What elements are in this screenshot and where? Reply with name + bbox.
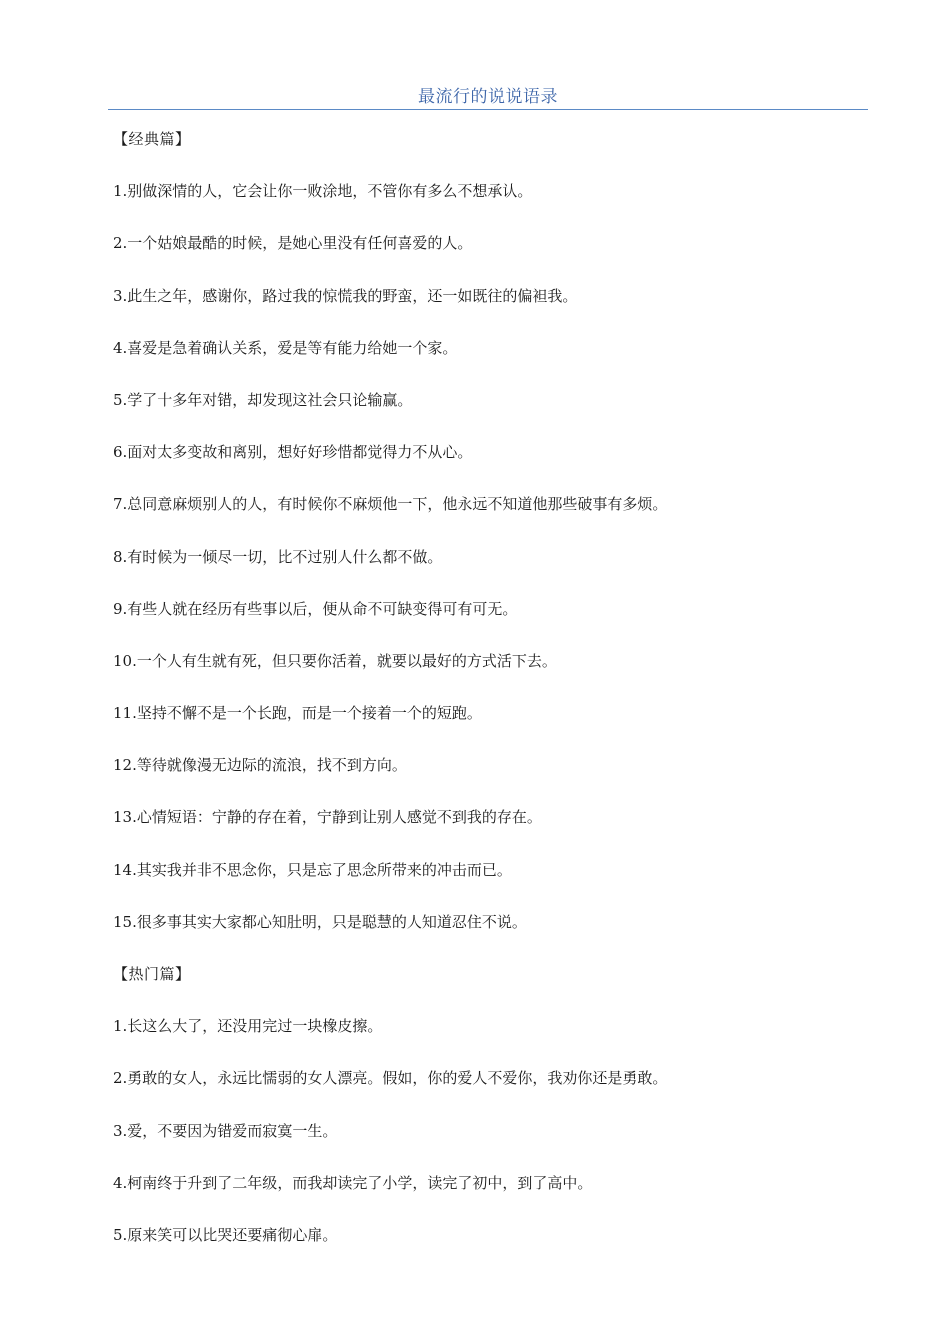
quote-item: 5.原来笑可以比哭还要痛彻心扉。 [113,1225,338,1244]
quote-item: 15.很多事其实大家都心知肚明，只是聪慧的人知道忍住不说。 [113,912,527,931]
document-header [108,80,868,110]
quote-item: 4.喜爱是急着确认关系，爱是等有能力给她一个家。 [113,338,458,357]
quote-item: 3.此生之年，感谢你，路过我的惊慌我的野蛮，还一如既往的偏袒我。 [113,286,578,305]
quote-item: 13.心情短语：宁静的存在着，宁静到让别人感觉不到我的存在。 [113,808,542,827]
quote-item: 2.一个姑娘最酷的时候，是她心里没有任何喜爱的人。 [113,234,473,253]
section-heading-popular: 【热门篇】 [113,965,191,983]
quote-item: 3.爱，不要因为错爱而寂寞一生。 [113,1121,338,1140]
quote-item: 12.等待就像漫无边际的流浪，找不到方向。 [113,756,407,775]
section-heading-classic: 【经典篇】 [113,130,191,148]
quote-item: 2.勇敢的女人，永远比懦弱的女人漂亮。假如，你的爱人不爱你，我劝你还是勇敢。 [113,1069,668,1088]
quote-item: 6.面对太多变故和离别，想好好珍惜都觉得力不从心。 [113,443,473,462]
quote-item: 8.有时候为一倾尽一切，比不过别人什么都不做。 [113,547,443,566]
quote-item: 5.学了十多年对错，却发现这社会只论输赢。 [113,390,413,409]
quote-item: 1.长这么大了，还没用完过一块橡皮擦。 [113,1017,383,1036]
document-title: 最流行的说说语录 [418,87,558,107]
quote-item: 4.柯南终于升到了二年级，而我却读完了小学，读完了初中，到了高中。 [113,1173,593,1192]
quote-item: 1.别做深情的人，它会让你一败涂地，不管你有多么不想承认。 [113,182,533,201]
quote-item: 11.坚持不懈不是一个长跑，而是一个接着一个的短跑。 [113,704,482,723]
quote-item: 14.其实我并非不思念你，只是忘了思念所带来的冲击而已。 [113,860,512,879]
document-body [113,126,873,1274]
quote-item: 7.总同意麻烦别人的人，有时候你不麻烦他一下，他永远不知道他那些破事有多烦。 [113,495,668,514]
quote-item: 10.一个人有生就有死，但只要你活着，就要以最好的方式活下去。 [113,651,557,670]
quote-item: 9.有些人就在经历有些事以后，便从命不可缺变得可有可无。 [113,599,518,618]
